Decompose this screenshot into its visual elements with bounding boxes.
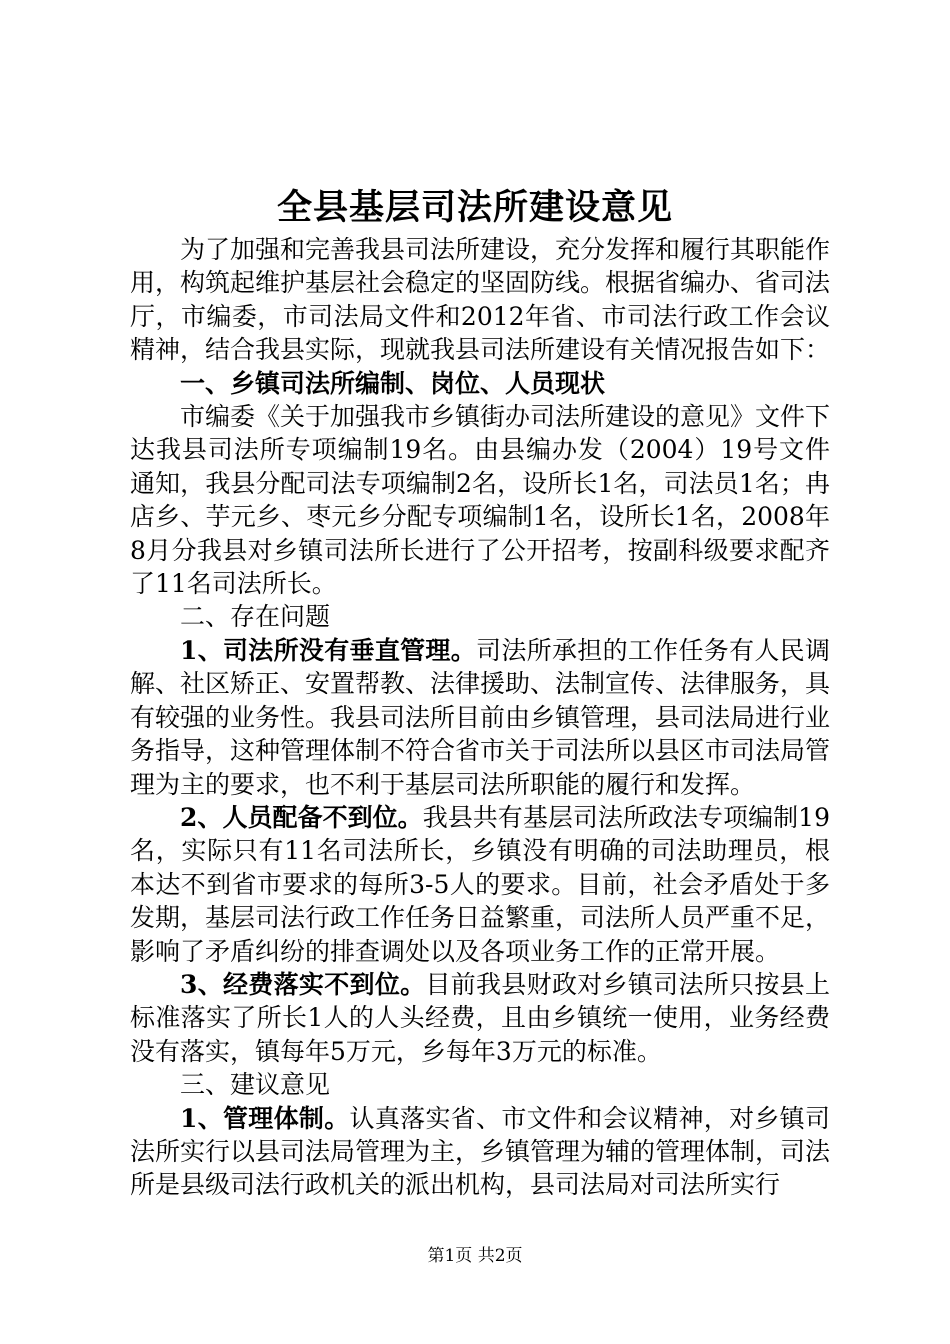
page-footer: 第1页 共2页 [427,1246,523,1266]
item-text: 认真落实省、市文件和会议精神，对乡镇司法所实行以县司法局管理为主，乡镇管理为辅的管理体制，司法所是县级司法行政机关的派出机构，县司法局对司法所实行 [130,1103,831,1200]
section-3-heading: 三、建议意见 [180,1070,331,1100]
intro-paragraph: 为了加强和完善我县司法所建设，充分发挥和履行其职能作用，构筑起维护基层社会稳定的坚固防线。根据省编办、省司法厅，市编委，市司法局文件和2012年省、市司法行政工作会议精神，结合我县实际，现就我县司法所建设有关情况报告如下： [130,235,831,365]
item-lead: 1、管理体制。 [180,1103,350,1133]
document-title: 全县基层司法所建设意见 [276,187,673,228]
item-text: 目前我县财政对乡镇司法所只按县上标准落实了所长1人的人头经费，且由乡镇统一使用，业务经费没有落实，镇每年5万元，乡每年3万元的标准。 [130,969,830,1066]
document-body [130,233,830,1202]
section-2-item-3 [130,968,830,1068]
section-2-item-1 [130,634,830,801]
section-1-paragraph: 市编委《关于加强我市乡镇街办司法所建设的意见》文件下达我县司法所专项编制19名。由县编办发（2004）19号文件通知，我县分配司法专项编制2名，设所长1名，司法员1名；冉店乡、芋元乡、枣元乡分配专项编制1名，设所长1名，2008年8月分我县对乡镇司法所长进行了公开招考，按副科级要求配齐了11名司法所长。 [130,402,831,599]
item-text: 司法所承担的工作任务有人民调解、社区矫正、安置帮教、法律援助、法制宣传、法律服务，具有较强的业务性。我县司法所目前由乡镇管理，县司法局进行业务指导，这种管理体制不符合省市关于司法所以县区市司法局管理为主的要求，也不利于基层司法所职能的履行和发挥。 [130,635,831,799]
item-text: 我县共有基层司法所政法专项编制19名，实际只有11名司法所长，乡镇没有明确的司法助理员，根本达不到省市要求的每所3-5人的要求。目前，社会矛盾处于多发期，基层司法行政工作任务日益繁重，司法所人员严重不足，影响了矛盾纠纷的排查调处以及各项业务工作的正常开展。 [130,802,831,966]
item-lead: 3、经费落实不到位。 [180,969,426,999]
item-lead: 2、人员配备不到位。 [180,802,423,832]
section-2-heading: 二、存在问题 [180,602,331,632]
section-1-heading: 一、乡镇司法所编制、岗位、人员现状 [180,368,606,398]
item-lead: 1、司法所没有垂直管理。 [180,635,477,665]
section-2-item-2 [130,801,830,968]
section-3-item-1 [130,1102,830,1202]
